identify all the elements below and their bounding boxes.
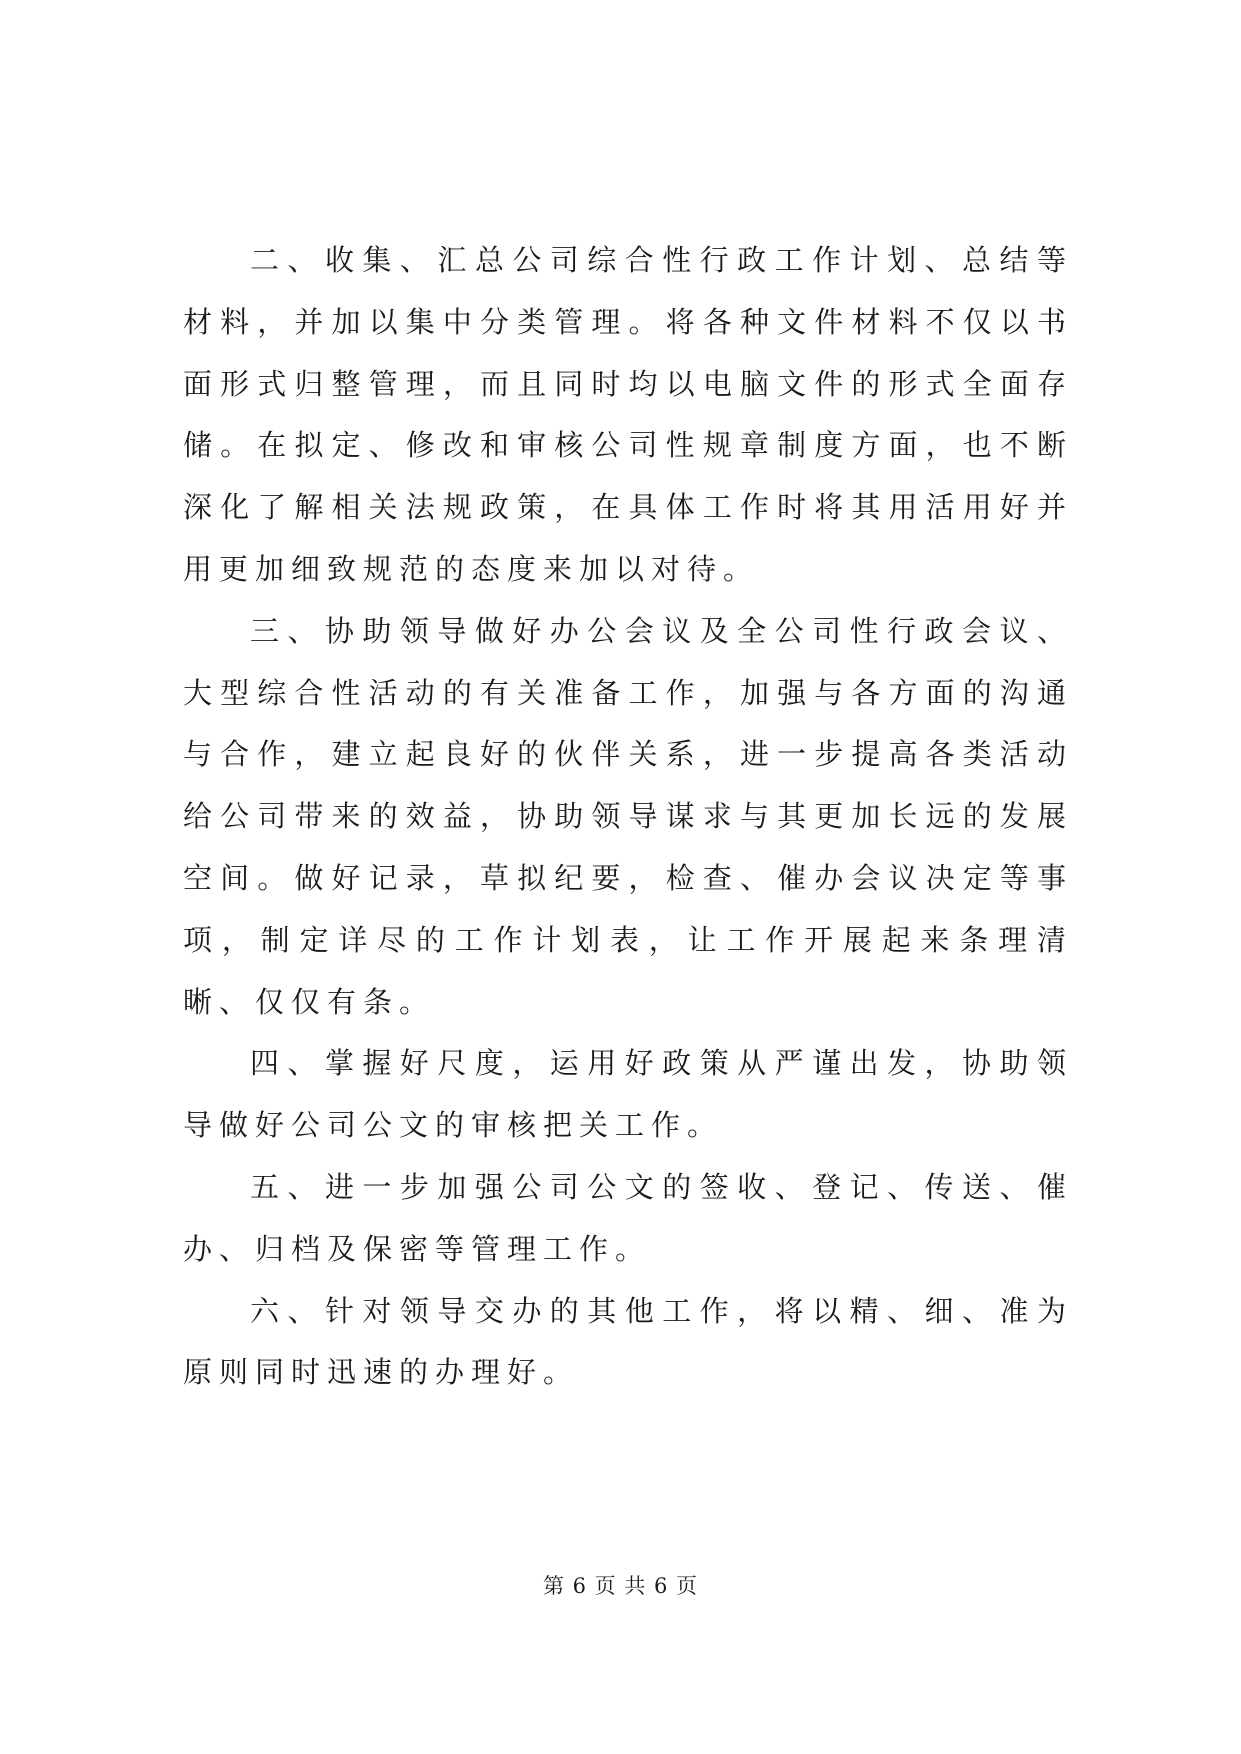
paragraph-item-4: 四、掌握好尺度，运用好政策从严谨出发，协助领导做好公司公文的审核把关工作。 bbox=[183, 1046, 1073, 1143]
page-number-footer: 第 6 页 共 6 页 bbox=[542, 1574, 699, 1598]
document-body bbox=[183, 230, 1073, 1404]
paragraph-item-5: 五、进一步加强公司公文的签收、登记、传送、催办、归档及保密等管理工作。 bbox=[183, 1169, 1073, 1266]
paragraph-item-6: 六、针对领导交办的其他工作，将以精、细、准为原则同时迅速的办理好。 bbox=[183, 1293, 1073, 1390]
paragraph-item-3: 三、协助领导做好办公会议及全公司性行政会议、大型综合性活动的有关准备工作，加强与各方面的沟通与合作，建立起良好的伙伴关系，进一步提高各类活动给公司带来的效益，协助领导谋求与其更加长远的发展空间。做好记录，草拟纪要，检查、催办会议决定等事项，制定详尽的工作计划表，让工作开展起来条理清晰、仅仅有条。 bbox=[183, 613, 1073, 1019]
paragraph-item-2: 二、收集、汇总公司综合性行政工作计划、总结等材料，并加以集中分类管理。将各种文件材料不仅以书面形式归整管理，而且同时均以电脑文件的形式全面存储。在拟定、修改和审核公司性规章制度方面，也不断深化了解相关法规政策，在具体工作时将其用活用好并用更加细致规范的态度来加以对待。 bbox=[183, 243, 1073, 586]
